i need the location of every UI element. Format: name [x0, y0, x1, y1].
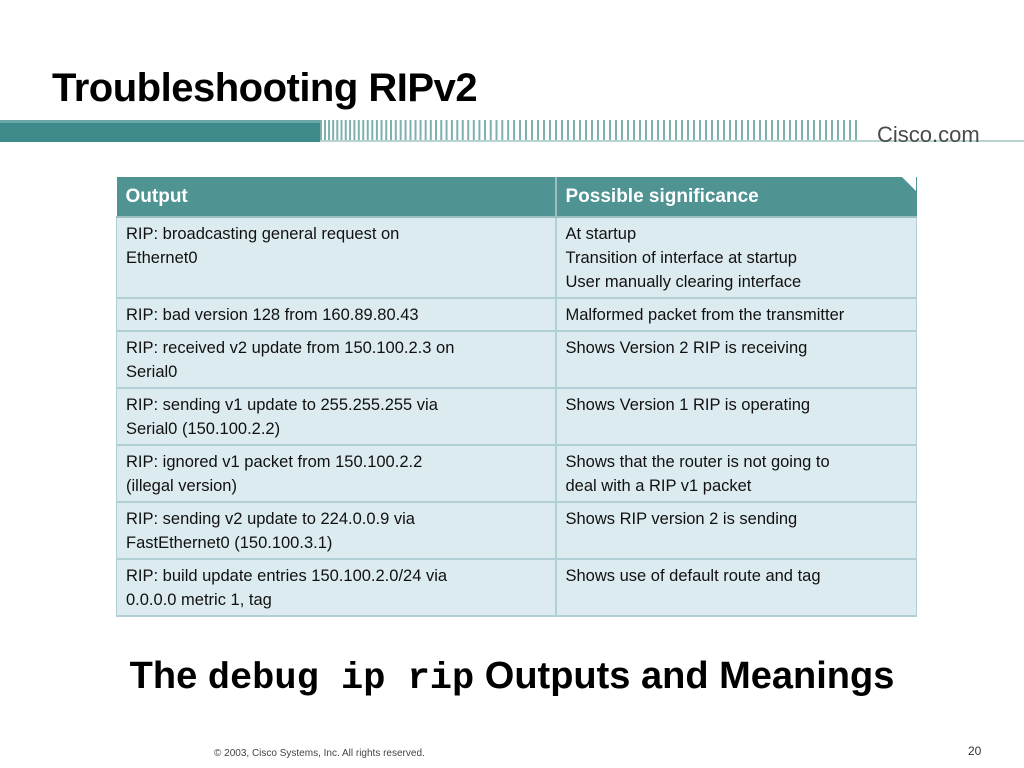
banner-stripe — [353, 120, 355, 142]
significance-line: deal with a RIP v1 packet — [565, 477, 752, 495]
column-header-output: Output — [117, 177, 556, 217]
banner-stripe — [543, 120, 545, 142]
banner-stripe — [849, 120, 851, 142]
output-line: Serial0 — [126, 363, 178, 381]
banner-stripe — [456, 120, 458, 142]
banner-stripe — [410, 120, 412, 142]
banner-stripe — [336, 120, 338, 142]
cell-output — [117, 217, 556, 298]
banner-stripe — [490, 120, 492, 142]
banner-stripe — [573, 120, 575, 142]
banner-stripe — [627, 120, 629, 142]
output-line: RIP: broadcasting general request on — [126, 225, 400, 243]
cell-output — [117, 502, 556, 559]
table-row — [117, 502, 917, 559]
banner-stripe — [462, 120, 464, 142]
banner-stripe — [507, 120, 509, 142]
banner-stripe — [420, 120, 422, 142]
banner-stripe — [639, 120, 641, 142]
banner-stripe — [591, 120, 593, 142]
table-row — [117, 298, 917, 331]
cisco-logo-text: Cisco.com — [877, 122, 980, 147]
table-row — [117, 559, 917, 616]
output-line: FastEthernet0 (150.100.3.1) — [126, 534, 333, 552]
banner-stripe — [723, 120, 725, 142]
banner-stripe — [657, 120, 659, 142]
banner-stripe — [675, 120, 677, 142]
banner-stripe — [801, 120, 803, 142]
significance-line: Shows Version 1 RIP is operating — [565, 396, 811, 414]
page-number: 20 — [968, 744, 982, 758]
significance-line: Shows that the router is not going to — [565, 453, 830, 471]
cell-output — [117, 331, 556, 388]
banner-stripe — [843, 120, 845, 142]
banner-stripe — [687, 120, 689, 142]
output-line: 0.0.0.0 metric 1, tag — [126, 591, 272, 609]
debug-output-table — [116, 177, 917, 617]
banner-stripe — [435, 120, 437, 142]
banner-stripe — [783, 120, 785, 142]
banner-stripe — [405, 120, 407, 142]
banner-stripe — [519, 120, 521, 142]
banner-stripe — [381, 120, 383, 142]
banner-stripe — [765, 120, 767, 142]
banner-graphic — [0, 118, 1024, 146]
banner-stripe — [400, 120, 402, 142]
banner-stripe — [759, 120, 761, 142]
cell-output — [117, 388, 556, 445]
banner-stripe — [789, 120, 791, 142]
cell-output — [117, 559, 556, 616]
cell-significance — [556, 445, 917, 502]
banner-stripe — [430, 120, 432, 142]
copyright-footer: © 2003, Cisco Systems, Inc. All rights reserved. — [214, 748, 425, 759]
output-line: Serial0 (150.100.2.2) — [126, 420, 281, 438]
cell-output — [117, 298, 556, 331]
banner-stripe — [729, 120, 731, 142]
banner-stripe — [705, 120, 707, 142]
banner-stripe — [717, 120, 719, 142]
output-line: (illegal version) — [126, 477, 237, 495]
banner-stripe — [324, 120, 326, 142]
banner-stripe — [371, 120, 373, 142]
banner-stripe — [367, 120, 369, 142]
banner-stripe — [597, 120, 599, 142]
banner-stripe — [537, 120, 539, 142]
banner-stripe — [415, 120, 417, 142]
banner-teal-bar — [0, 120, 320, 142]
table-row — [117, 217, 917, 298]
banner-stripe — [567, 120, 569, 142]
cell-significance — [556, 298, 917, 331]
cell-significance — [556, 217, 917, 298]
banner-stripe — [825, 120, 827, 142]
banner-stripe — [332, 120, 334, 142]
column-header-significance: Possible significance — [556, 177, 917, 217]
banner-stripe — [349, 120, 351, 142]
banner-stripe — [484, 120, 486, 142]
significance-line: At startup — [565, 225, 637, 243]
cell-significance — [556, 559, 917, 616]
banner-stripe — [496, 120, 498, 142]
significance-line: Malformed packet from the transmitter — [565, 306, 845, 324]
banner-stripe — [446, 120, 448, 142]
cell-output — [117, 445, 556, 502]
output-line: RIP: ignored v1 packet from 150.100.2.2 — [126, 453, 423, 471]
banner-stripe — [440, 120, 442, 142]
significance-line: Shows Version 2 RIP is receiving — [565, 339, 808, 357]
banner-stripe — [555, 120, 557, 142]
banner-stripe — [669, 120, 671, 142]
header-banner — [0, 118, 1024, 146]
banner-stripe — [777, 120, 779, 142]
output-line: RIP: bad version 128 from 160.89.80.43 — [126, 306, 419, 324]
banner-highlight — [0, 120, 320, 123]
subtitle-command: debug ip rip — [207, 658, 475, 700]
output-line: Ethernet0 — [126, 249, 198, 267]
slide-subtitle — [0, 655, 1024, 700]
slide-title: Troubleshooting RIPv2 — [52, 66, 478, 110]
output-line: RIP: received v2 update from 150.100.2.3 on — [126, 339, 455, 357]
significance-line: Shows use of default route and tag — [565, 567, 821, 585]
banner-stripe — [681, 120, 683, 142]
banner-stripe — [609, 120, 611, 142]
banner-stripe — [549, 120, 551, 142]
banner-stripe — [771, 120, 773, 142]
banner-stripe — [362, 120, 364, 142]
banner-stripe — [741, 120, 743, 142]
table-row — [117, 445, 917, 502]
banner-stripe — [451, 120, 453, 142]
output-line: RIP: sending v2 update to 224.0.0.9 via — [126, 510, 415, 528]
banner-stripe — [473, 120, 475, 142]
table-row — [117, 388, 917, 445]
banner-stripe — [425, 120, 427, 142]
output-line: RIP: sending v1 update to 255.255.255 via — [126, 396, 438, 414]
banner-stripe — [747, 120, 749, 142]
banner-stripe — [831, 120, 833, 142]
banner-stripe — [513, 120, 515, 142]
table-header-row — [117, 177, 917, 217]
banner-stripe — [467, 120, 469, 142]
banner-stripe — [615, 120, 617, 142]
banner-stripe — [385, 120, 387, 142]
banner-stripe — [753, 120, 755, 142]
table-container — [116, 177, 916, 617]
banner-stripe — [579, 120, 581, 142]
banner-stripe — [813, 120, 815, 142]
banner-stripe — [358, 120, 360, 142]
banner-stripe — [795, 120, 797, 142]
banner-stripe — [645, 120, 647, 142]
banner-stripe — [585, 120, 587, 142]
banner-stripe — [621, 120, 623, 142]
banner-stripe — [603, 120, 605, 142]
banner-stripe — [855, 120, 857, 142]
table-row — [117, 331, 917, 388]
banner-stripe — [711, 120, 713, 142]
banner-stripe — [395, 120, 397, 142]
banner-stripe — [345, 120, 347, 142]
significance-line: Shows RIP version 2 is sending — [565, 510, 798, 528]
cell-significance — [556, 502, 917, 559]
banner-stripe — [837, 120, 839, 142]
banner-stripe — [651, 120, 653, 142]
header-corner-cut — [902, 177, 916, 191]
banner-stripe — [341, 120, 343, 142]
banner-stripe — [663, 120, 665, 142]
banner-stripe — [699, 120, 701, 142]
banner-stripe — [525, 120, 527, 142]
cell-significance — [556, 331, 917, 388]
significance-line: User manually clearing interface — [565, 273, 802, 291]
banner-stripe — [478, 120, 480, 142]
subtitle-suffix: Outputs and Meanings — [484, 655, 895, 697]
banner-stripe — [531, 120, 533, 142]
banner-stripe — [376, 120, 378, 142]
banner-stripe — [501, 120, 503, 142]
output-line: RIP: build update entries 150.100.2.0/24 via — [126, 567, 448, 585]
banner-stripe — [390, 120, 392, 142]
banner-stripe — [735, 120, 737, 142]
significance-line: Transition of interface at startup — [565, 249, 797, 267]
subtitle-prefix: The — [129, 655, 198, 697]
banner-stripe — [561, 120, 563, 142]
banner-stripe — [328, 120, 330, 142]
banner-stripe — [819, 120, 821, 142]
banner-stripe — [320, 120, 322, 142]
banner-stripe — [633, 120, 635, 142]
table-body — [117, 217, 917, 616]
cell-significance — [556, 388, 917, 445]
banner-stripe — [807, 120, 809, 142]
banner-stripe — [693, 120, 695, 142]
